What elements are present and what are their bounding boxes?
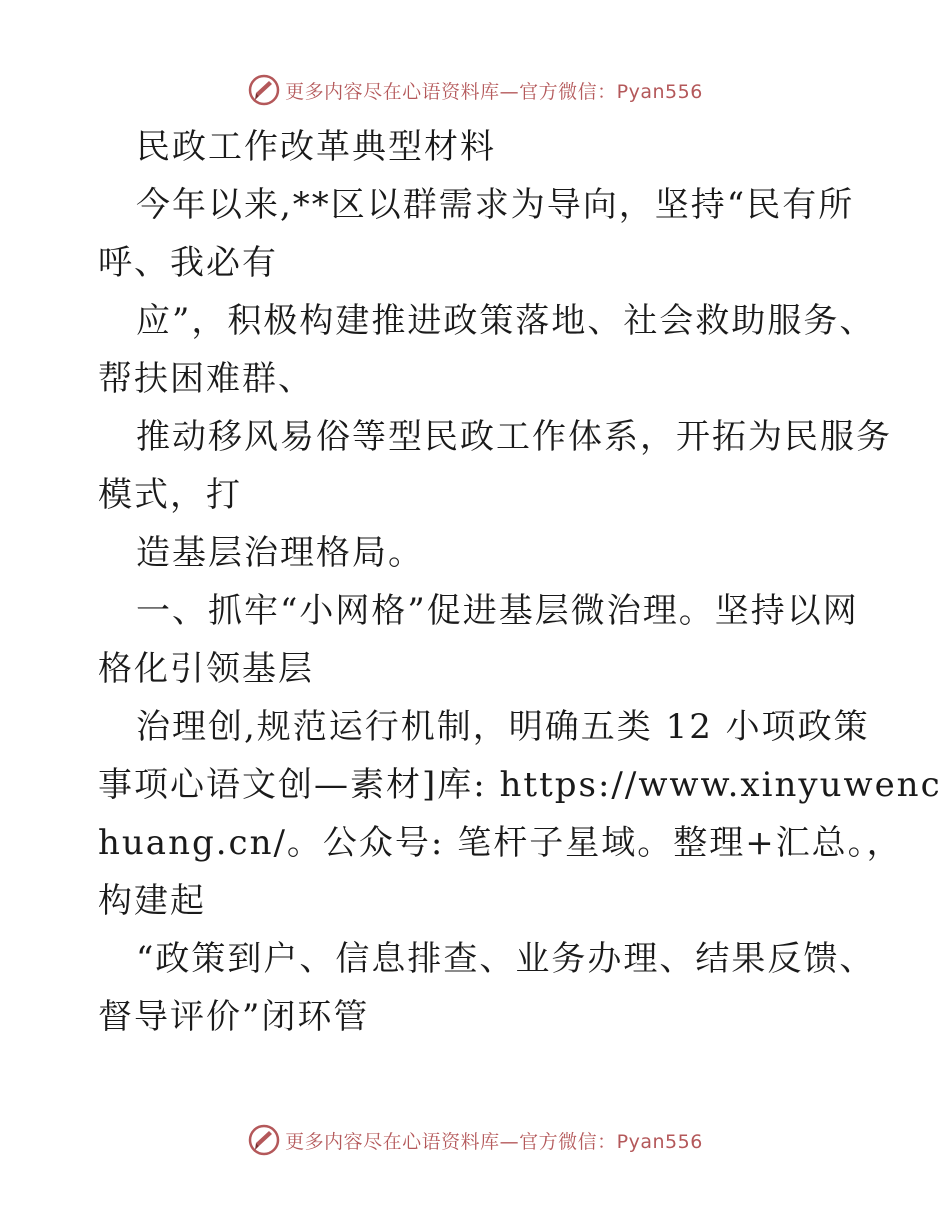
paragraph-line: 事项心语文创—素材]库: https://www.xinyuwenc xyxy=(98,765,942,805)
document-body xyxy=(98,118,942,1046)
paragraph-line: 推动移风易俗等型民政工作体系，开拓为民服务 xyxy=(136,417,892,457)
paragraph-line: 造基层治理格局。 xyxy=(136,533,424,573)
paragraph-line: huang.cn/。公众号: 笔杆子星域。整理+汇总。， xyxy=(98,823,903,863)
paragraph-line: 呼、我必有 xyxy=(98,243,278,283)
header-watermark-text: 更多内容尽在心语资料库—官方微信：Pyan556 xyxy=(285,80,703,103)
paragraph-line: 格化引领基层 xyxy=(98,649,314,689)
paragraph-line: 模式，打 xyxy=(98,475,242,515)
watermark-logo-icon xyxy=(247,1123,281,1157)
footer-watermark-text: 更多内容尽在心语资料库—官方微信：Pyan556 xyxy=(285,1130,703,1153)
watermark-logo-icon xyxy=(247,73,281,107)
document-title: 民政工作改革典型材料 xyxy=(136,127,496,167)
paragraph-line: 应”，积极构建推进政策落地、社会救助服务、 xyxy=(136,301,876,341)
paragraph-line: 治理创,规范运行机制，明确五类 12 小项政策 xyxy=(136,707,870,747)
paragraph-line: 帮扶困难群、 xyxy=(98,359,314,399)
header-watermark-banner xyxy=(0,70,950,110)
paragraph-line: 构建起 xyxy=(98,881,206,921)
footer-watermark-banner xyxy=(0,1120,950,1160)
paragraph-line: 督导评价”闭环管 xyxy=(98,997,370,1037)
paragraph-line: “政策到户、信息排查、业务办理、结果反馈、 xyxy=(136,939,876,979)
paragraph-line: 今年以来,**区以群需求为导向，坚持“民有所 xyxy=(136,185,855,225)
section-heading-line: 一、抓牢“小网格”促进基层微治理。坚持以网 xyxy=(136,591,859,631)
